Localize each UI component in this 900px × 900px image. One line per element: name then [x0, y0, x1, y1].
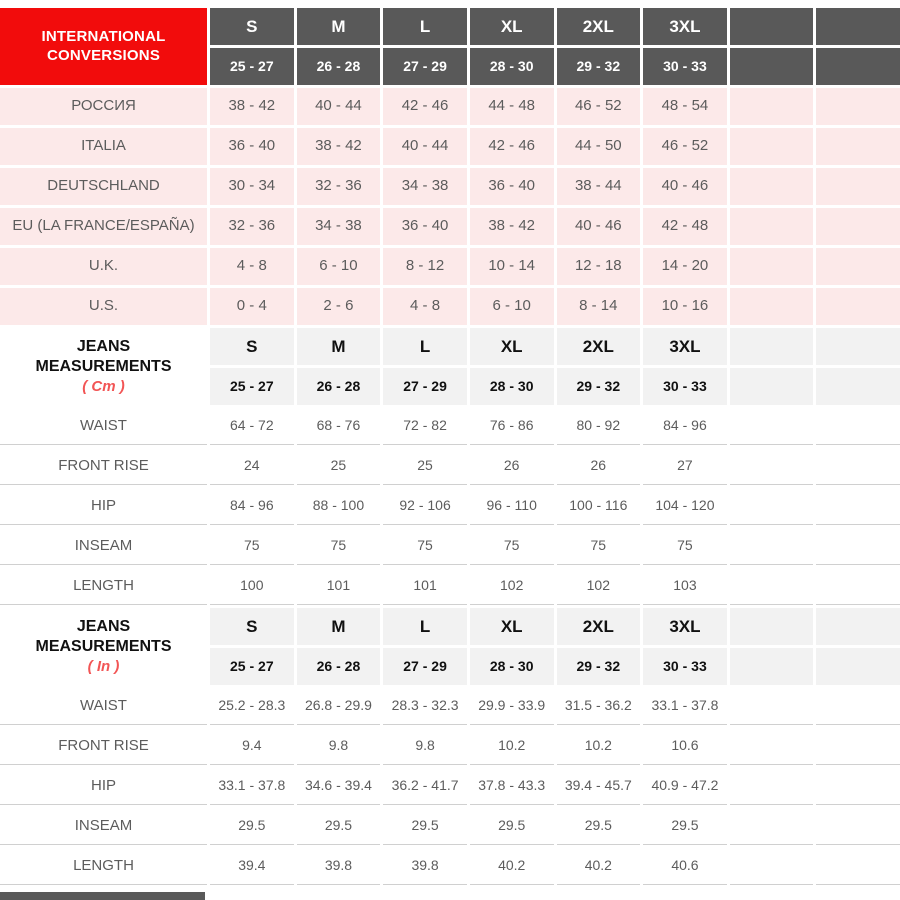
empty-value-cell — [816, 568, 900, 605]
size-value-cell: 40 - 44 — [297, 88, 381, 125]
empty-value-cell — [730, 128, 814, 165]
size-value-cell: 30 - 34 — [210, 168, 294, 205]
size-value-cell: 8 - 12 — [383, 248, 467, 285]
measurement-value-cell: 75 — [557, 528, 641, 565]
size-value-cell: 12 - 18 — [557, 248, 641, 285]
measurement-row-label: LENGTH — [0, 568, 207, 605]
empty-value-cell — [816, 808, 900, 845]
empty-value-cell — [816, 88, 900, 125]
measurement-value-cell: 29.5 — [643, 808, 727, 845]
measurement-value-cell: 9.8 — [297, 728, 381, 765]
size-value-cell: 8 - 14 — [557, 288, 641, 325]
empty-value-cell — [816, 208, 900, 245]
country-row-label: DEUTSCHLAND — [0, 168, 207, 205]
size-range-cell: 25 - 27 — [210, 648, 294, 685]
empty-value-cell — [730, 568, 814, 605]
size-header-cell: 3XL — [643, 8, 727, 45]
size-range-cell: 30 - 33 — [643, 48, 727, 85]
size-value-cell: 2 - 6 — [297, 288, 381, 325]
size-value-cell: 46 - 52 — [557, 88, 641, 125]
measurement-row-label: INSEAM — [0, 528, 207, 565]
measurement-value-cell: 29.5 — [383, 808, 467, 845]
measurement-value-cell: 102 — [470, 568, 554, 605]
size-header-cell: XL — [470, 328, 554, 365]
size-value-cell: 32 - 36 — [297, 168, 381, 205]
size-value-cell: 10 - 16 — [643, 288, 727, 325]
measurement-value-cell: 39.4 - 45.7 — [557, 768, 641, 805]
measurement-row-label: INSEAM — [0, 808, 207, 845]
empty-value-cell — [730, 528, 814, 565]
size-range-cell: 29 - 32 — [557, 648, 641, 685]
size-value-cell: 36 - 40 — [383, 208, 467, 245]
size-range-cell: 27 - 29 — [383, 648, 467, 685]
jeans-measurements-in-title — [0, 608, 207, 685]
size-value-cell: 34 - 38 — [383, 168, 467, 205]
size-range-cell: 30 - 33 — [643, 648, 727, 685]
size-header-cell: XL — [470, 608, 554, 645]
size-header-cell: 2XL — [557, 8, 641, 45]
measurement-value-cell: 100 - 116 — [557, 488, 641, 525]
size-value-cell: 40 - 46 — [643, 168, 727, 205]
measurement-value-cell: 40.2 — [470, 848, 554, 885]
size-header-cell: M — [297, 608, 381, 645]
measurement-value-cell: 88 - 100 — [297, 488, 381, 525]
empty-header-cell — [816, 8, 900, 45]
country-row-label: U.K. — [0, 248, 207, 285]
measurement-row-label: WAIST — [0, 408, 207, 445]
measurement-value-cell: 10.2 — [557, 728, 641, 765]
measurement-value-cell: 28.3 - 32.3 — [383, 688, 467, 725]
empty-header-cell — [730, 48, 814, 85]
size-value-cell: 42 - 48 — [643, 208, 727, 245]
measurement-value-cell: 75 — [643, 528, 727, 565]
empty-header-cell — [816, 608, 900, 645]
country-row-label: ITALIA — [0, 128, 207, 165]
measurement-value-cell: 84 - 96 — [210, 488, 294, 525]
size-value-cell: 14 - 20 — [643, 248, 727, 285]
size-range-cell: 27 - 29 — [383, 368, 467, 405]
measurement-value-cell: 25.2 - 28.3 — [210, 688, 294, 725]
empty-value-cell — [816, 248, 900, 285]
measurement-value-cell: 75 — [383, 528, 467, 565]
measurement-value-cell: 75 — [210, 528, 294, 565]
size-value-cell: 42 - 46 — [383, 88, 467, 125]
empty-value-cell — [816, 128, 900, 165]
empty-value-cell — [730, 448, 814, 485]
size-value-cell: 34 - 38 — [297, 208, 381, 245]
size-range-cell: 30 - 33 — [643, 368, 727, 405]
measurement-value-cell: 39.8 — [383, 848, 467, 885]
measurement-row-label: LENGTH — [0, 848, 207, 885]
size-header-cell: 3XL — [643, 608, 727, 645]
measurement-value-cell: 27 — [643, 448, 727, 485]
empty-value-cell — [730, 408, 814, 445]
measurement-value-cell: 80 - 92 — [557, 408, 641, 445]
measurement-value-cell: 26 — [557, 448, 641, 485]
jeans-measurements-cm-title — [0, 328, 207, 405]
size-range-cell: 27 - 29 — [383, 48, 467, 85]
empty-value-cell — [730, 808, 814, 845]
measurement-value-cell: 75 — [297, 528, 381, 565]
empty-value-cell — [730, 88, 814, 125]
size-range-cell: 28 - 30 — [470, 48, 554, 85]
size-value-cell: 40 - 44 — [383, 128, 467, 165]
measurement-value-cell: 40.6 — [643, 848, 727, 885]
empty-value-cell — [730, 168, 814, 205]
empty-value-cell — [816, 448, 900, 485]
measurement-value-cell: 29.5 — [297, 808, 381, 845]
size-value-cell: 38 - 42 — [210, 88, 294, 125]
size-header-cell: 3XL — [643, 328, 727, 365]
unit-label: ( Cm ) — [82, 377, 125, 395]
empty-value-cell — [730, 728, 814, 765]
empty-value-cell — [730, 288, 814, 325]
empty-header-cell — [730, 648, 814, 685]
empty-value-cell — [730, 848, 814, 885]
empty-header-cell — [730, 8, 814, 45]
size-value-cell: 44 - 50 — [557, 128, 641, 165]
measurement-value-cell: 9.8 — [383, 728, 467, 765]
measurement-value-cell: 34.6 - 39.4 — [297, 768, 381, 805]
size-value-cell: 6 - 10 — [470, 288, 554, 325]
measurement-value-cell: 29.5 — [557, 808, 641, 845]
size-header-cell: S — [210, 608, 294, 645]
measurement-value-cell: 64 - 72 — [210, 408, 294, 445]
size-range-cell: 26 - 28 — [297, 48, 381, 85]
size-header-cell: S — [210, 8, 294, 45]
measurement-value-cell: 101 — [383, 568, 467, 605]
size-value-cell: 4 - 8 — [210, 248, 294, 285]
size-range-cell: 25 - 27 — [210, 48, 294, 85]
measurement-value-cell: 37.8 - 43.3 — [470, 768, 554, 805]
size-value-cell: 32 - 36 — [210, 208, 294, 245]
size-range-cell: 25 - 27 — [210, 368, 294, 405]
intl-title-line2: CONVERSIONS — [46, 46, 161, 64]
bottom-partial-bar — [0, 892, 205, 900]
measurement-value-cell: 36.2 - 41.7 — [383, 768, 467, 805]
size-header-cell: M — [297, 328, 381, 365]
measurement-value-cell: 9.4 — [210, 728, 294, 765]
empty-value-cell — [816, 288, 900, 325]
empty-value-cell — [816, 728, 900, 765]
jeans-title-line2: MEASUREMENTS — [35, 637, 172, 655]
unit-label: ( In ) — [87, 657, 120, 675]
international-conversions-title — [0, 8, 207, 85]
size-value-cell: 46 - 52 — [643, 128, 727, 165]
size-header-cell: 2XL — [557, 608, 641, 645]
measurement-value-cell: 31.5 - 36.2 — [557, 688, 641, 725]
jeans-title-line2: MEASUREMENTS — [35, 357, 172, 375]
empty-header-cell — [816, 368, 900, 405]
empty-value-cell — [816, 688, 900, 725]
size-range-cell: 28 - 30 — [470, 368, 554, 405]
measurement-value-cell: 68 - 76 — [297, 408, 381, 445]
size-header-cell: XL — [470, 8, 554, 45]
measurement-value-cell: 26 — [470, 448, 554, 485]
empty-value-cell — [816, 848, 900, 885]
empty-header-cell — [816, 48, 900, 85]
measurement-value-cell: 29.5 — [210, 808, 294, 845]
measurement-value-cell: 40.2 — [557, 848, 641, 885]
measurement-value-cell: 100 — [210, 568, 294, 605]
size-value-cell: 48 - 54 — [643, 88, 727, 125]
measurement-value-cell: 76 - 86 — [470, 408, 554, 445]
empty-header-cell — [816, 328, 900, 365]
size-value-cell: 38 - 42 — [297, 128, 381, 165]
size-header-cell: L — [383, 328, 467, 365]
measurement-value-cell: 96 - 110 — [470, 488, 554, 525]
measurement-value-cell: 101 — [297, 568, 381, 605]
measurement-value-cell: 72 - 82 — [383, 408, 467, 445]
size-header-cell: L — [383, 8, 467, 45]
measurement-value-cell: 103 — [643, 568, 727, 605]
size-value-cell: 36 - 40 — [470, 168, 554, 205]
size-range-cell: 26 - 28 — [297, 648, 381, 685]
jeans-title-line1: JEANS — [76, 617, 131, 635]
country-row-label: U.S. — [0, 288, 207, 325]
size-value-cell: 40 - 46 — [557, 208, 641, 245]
measurement-value-cell: 92 - 106 — [383, 488, 467, 525]
size-value-cell: 10 - 14 — [470, 248, 554, 285]
measurement-value-cell: 102 — [557, 568, 641, 605]
measurement-value-cell: 10.2 — [470, 728, 554, 765]
size-value-cell: 44 - 48 — [470, 88, 554, 125]
empty-value-cell — [816, 168, 900, 205]
measurement-row-label: HIP — [0, 768, 207, 805]
jeans-title-line1: JEANS — [76, 337, 131, 355]
measurement-value-cell: 26.8 - 29.9 — [297, 688, 381, 725]
measurement-value-cell: 39.8 — [297, 848, 381, 885]
measurement-value-cell: 25 — [383, 448, 467, 485]
measurement-value-cell: 84 - 96 — [643, 408, 727, 445]
measurement-row-label: FRONT RISE — [0, 728, 207, 765]
measurement-row-label: FRONT RISE — [0, 448, 207, 485]
empty-value-cell — [816, 528, 900, 565]
intl-title-line1: INTERNATIONAL — [41, 27, 166, 45]
empty-value-cell — [730, 248, 814, 285]
measurement-value-cell: 39.4 — [210, 848, 294, 885]
size-value-cell: 0 - 4 — [210, 288, 294, 325]
measurement-row-label: WAIST — [0, 688, 207, 725]
size-range-cell: 29 - 32 — [557, 368, 641, 405]
size-header-cell: M — [297, 8, 381, 45]
size-conversion-table — [0, 8, 900, 885]
size-value-cell: 42 - 46 — [470, 128, 554, 165]
empty-header-cell — [816, 648, 900, 685]
size-header-cell: 2XL — [557, 328, 641, 365]
size-header-cell: S — [210, 328, 294, 365]
size-value-cell: 6 - 10 — [297, 248, 381, 285]
measurement-value-cell: 104 - 120 — [643, 488, 727, 525]
empty-header-cell — [730, 328, 814, 365]
empty-value-cell — [730, 688, 814, 725]
measurement-value-cell: 29.5 — [470, 808, 554, 845]
measurement-value-cell: 10.6 — [643, 728, 727, 765]
empty-value-cell — [816, 768, 900, 805]
empty-value-cell — [816, 488, 900, 525]
size-header-cell: L — [383, 608, 467, 645]
size-range-cell: 29 - 32 — [557, 48, 641, 85]
empty-value-cell — [816, 408, 900, 445]
size-range-cell: 28 - 30 — [470, 648, 554, 685]
measurement-value-cell: 33.1 - 37.8 — [210, 768, 294, 805]
measurement-value-cell: 33.1 - 37.8 — [643, 688, 727, 725]
size-value-cell: 38 - 44 — [557, 168, 641, 205]
empty-header-cell — [730, 368, 814, 405]
size-value-cell: 4 - 8 — [383, 288, 467, 325]
size-range-cell: 26 - 28 — [297, 368, 381, 405]
size-value-cell: 38 - 42 — [470, 208, 554, 245]
measurement-value-cell: 24 — [210, 448, 294, 485]
measurement-value-cell: 75 — [470, 528, 554, 565]
country-row-label: EU (LA FRANCE/ESPAÑA) — [0, 208, 207, 245]
empty-value-cell — [730, 488, 814, 525]
empty-value-cell — [730, 208, 814, 245]
size-value-cell: 36 - 40 — [210, 128, 294, 165]
country-row-label: РОССИЯ — [0, 88, 207, 125]
measurement-value-cell: 40.9 - 47.2 — [643, 768, 727, 805]
empty-header-cell — [730, 608, 814, 645]
measurement-value-cell: 29.9 - 33.9 — [470, 688, 554, 725]
measurement-value-cell: 25 — [297, 448, 381, 485]
empty-value-cell — [730, 768, 814, 805]
measurement-row-label: HIP — [0, 488, 207, 525]
